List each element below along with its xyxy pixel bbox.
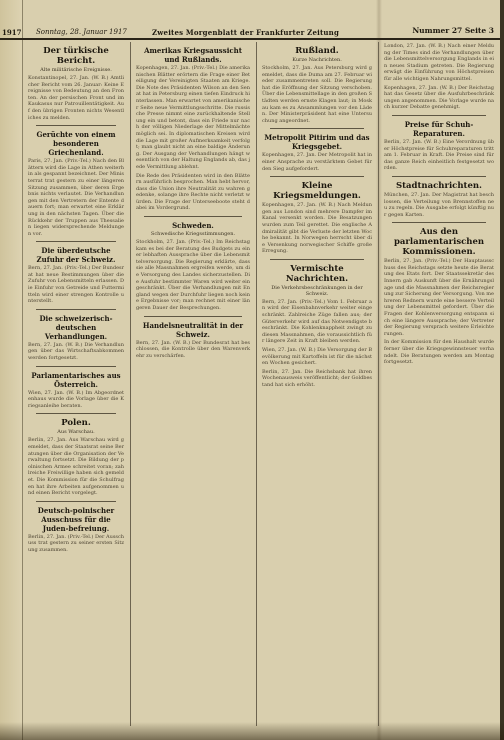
article-paragraph: Bern, 27. Jan. (Priv.-Tel.) Der Bundesrat hat neue Bestimmungen über die Zufuhr von Lebensmitteln erlassen. Die Einfuhr von Getreide und Futtermitteln wird einer strengen Kontrolle unterstellt. [28, 265, 124, 305]
article-headline: Rußland. [295, 46, 339, 56]
article-paragraph: Konstantinopel, 27. Jan. (W. B.) Amtlicher Bericht vom 26. Januar: Keine Ereignisse von Bedeutung an den Fronten. An der persischen Front und im Kaukasus nur Patrouillentätigkeit. Auf den übrigen Fronten nichts Wesentliches zu melden. [28, 75, 124, 121]
article-headline: Preise für Schuh-Reparaturen. [404, 119, 474, 138]
article-paragraph: Stockholm, 27. Jan. (Priv.-Tel.) Im Reichstag kam es bei der Beratung des Budgets zu einer lebhaften Aussprache über die Lebensmittelversorgung. Die Regierung erklärte, dass sie alle Massnahmen ergreifen werde, um die Versorgung des Landes sicherzustellen. Die Ausfuhr bestimmter Waren wird weiter eingeschränkt. Über die Verhandlungen mit England wegen der Durchfuhr liegen noch keine Ergebnisse vor; man rechnet mit einer längeren Dauer der Besprechungen. [136, 239, 250, 311]
article-paragraph: In der Kommission für den Haushalt wurde ferner über die Kriegsgewinnsteuer verhandelt. Die Beratungen werden am Montag fortgesetzt. [384, 339, 494, 366]
masthead [0, 22, 500, 40]
article-paragraph: München, 27. Jan. Der Magistrat hat beschlossen, die Verteilung von Brennstoffen neu zu regeln. Die Ausgabe erfolgt künftig nur gegen Karten. [384, 191, 495, 218]
article-headline: Handelsneutralität in der Schweiz. [142, 320, 244, 339]
article-headline: Vermischte Nachrichten. [285, 263, 349, 284]
article-headline: Deutsch-polnischer Ausschuss für die Juden-befreiung. [37, 505, 115, 533]
article-subheadline: Kurze Nachrichten. [292, 57, 342, 63]
article-paragraph: Stockholm, 27. Jan. Aus Petersburg wird gemeldet, dass die Duma am 27. Februar wieder zusammentreten soll. Die Regierung hat die Eröffnung der Sitzung verschoben. Über die Lebensmittellage in den großen Städten werden ernste Klagen laut; in Moskau kam es zu Ansammlungen vor den Läden. Der Ministerpräsident hat eine Untersuchung angeordnet. [262, 65, 372, 124]
article-separator [270, 128, 364, 129]
article-separator [144, 216, 242, 217]
article-headline: Die schweizerisch-deutschen Verhandlungen. [39, 313, 113, 341]
article-subheadline: Aus Warschau. [57, 429, 95, 436]
article-separator [392, 176, 486, 177]
article-separator [270, 259, 364, 260]
article-separator [392, 115, 486, 116]
article-separator [36, 366, 116, 367]
article-paragraph: Wien, 27. Jan. (W. B.) Die Versorgung der Bevölkerung mit Kartoffeln ist für die nächsten Wochen gesichert. [262, 347, 372, 367]
article-paragraph: Bern, 27. Jan. (Priv.-Tel.) Vom 1. Februar an wird der Eisenbahnverkehr weiter eingeschränkt. Zahlreiche Züge fallen aus; der Güterverkehr wird auf das Notwendigste beschränkt. Die Kohlenknappheit zwingt zu diesen Massnahmen, die voraussichtlich für längere Zeit in Kraft bleiben werden. [262, 298, 372, 345]
binding-edge [500, 0, 504, 740]
article-separator [36, 309, 116, 310]
article-subheadline: Schwedische Kriegsstimmungen. [150, 231, 236, 238]
article-subheadline: Alte militärische Ereignisse. [40, 67, 112, 73]
article-headline: Aus den parlamentarischen Kommissionen. [393, 227, 485, 258]
article-paragraph: Kopenhagen, 27. Jan. (W. B.) Nach Meldungen aus London sind mehrere Dampfer im Kanal versenkt worden. Die Besatzungen wurden zum Teil gerettet. Die englische Admiralität gibt die Verluste der letzten Woche bekannt. In Norwegen herrscht über die Versenkung norwegischer Schiffe große Erregung. [262, 202, 372, 255]
article-headline: Kleine Kriegsmeldungen. [273, 181, 361, 202]
article-paragraph: Berlin, 27. Jan. Die Reichsbank hat ihren Wochenausweis veröffentlicht; der Goldbestand hat sich erhöht. [262, 368, 372, 388]
column-divider [130, 42, 131, 726]
article-headline: Die überdeutsche Zufuhr der Schweiz. [36, 246, 116, 265]
article-headline: Polen. [61, 418, 91, 429]
article-headline: Parlamentarisches aus Österreich. [31, 370, 121, 389]
masthead-title: Zweites Morgenblatt der Frankfurter Zeitung [152, 28, 340, 37]
column-1 [26, 42, 126, 726]
article-paragraph: Wien, 27. Jan. (W. B.) Im Abgeordnetenhaus wurde die Vorlage über die Kriegsanleihe beraten. [28, 389, 124, 409]
article-headline: Der türkische Bericht. [43, 46, 109, 66]
page-bottom-shadow [0, 722, 504, 740]
article-paragraph: Kopenhagen, 27. Jan. Der Metropolit hat in einer Ansprache zu verstärktem Gebet für den Sieg aufgefordert. [262, 152, 372, 172]
article-headline: Gerüchte von einem besonderen Griechenland. [36, 130, 116, 158]
article-headline: Schweden. [172, 221, 214, 231]
article-headline: Stadtnachrichten. [395, 180, 483, 191]
article-separator [270, 176, 364, 177]
article-paragraph: Bern, 27. Jan. (W. B.) Der Bundesrat hat beschlossen, die Kontrolle über den Warenverkehr zu verschärfen. [136, 339, 250, 359]
article-headline: Metropolit Pitirim und das Kriegsgebet. [264, 133, 370, 152]
article-separator [392, 222, 486, 223]
article-paragraph: Berlin, 27. Jan. (Priv.-Tel.) Der Ausschuss trat gestern zu seiner ersten Sitzung zusammen. [28, 533, 124, 553]
column-divider [378, 42, 379, 726]
article-paragraph: Kopenhagen, 27. Jan. (W. B.) Der Reichstag hat das Gesetz über die Ausfuhrbeschränkungen angenommen. Die Vorlage wurde nach kurzer Debatte genehmigt. [384, 84, 494, 111]
article-paragraph: Paris, 27. Jan. (Priv.-Tel.) Nach den Blättern wird die Lage in Athen weiterhin als gespannt bezeichnet. Der Ministerrat trat gestern zu einer längeren Sitzung zusammen, über deren Ergebnis nichts verlautet. Die Verhandlungen mit den Vertretern der Entente dauern fort; man erwartet eine Erklärung in den nächsten Tagen. Über die Rückkehr der Truppen aus Thessalien liegen widersprechende Meldungen vor. [28, 158, 124, 237]
article-separator [144, 316, 242, 317]
masthead-year: 1917 [2, 28, 22, 37]
masthead-date: Sonntag, 28. Januar 1917 [36, 28, 127, 36]
article-paragraph: London, 27. Jan. (W. B.) Nach einer Meldung der Times sind die Verhandlungen über die Lebensmittelversorgung Englands in ein neues Stadium getreten. Die Regierung erwägt die Einführung von Höchstpreisen für alle wichtigen Nahrungsmittel. [384, 43, 494, 82]
article-paragraph: Berlin, 27. Jan. (Priv.-Tel.) Der Hauptausschuss des Reichstags setzte heute die Beratung des Etats fort. Der Staatssekretär des Innern gab Auskunft über die Ernährungslage und die Massnahmen der Reichsregierung zur Sicherung der Versorgung. Von mehreren Rednern wurde eine bessere Verteilung der Lebensmittel gefordert. Über die Fragen der Kohlenversorgung entspann sich eine längere Aussprache; der Vertreter der Regierung versprach weitere Erleichterungen. [384, 258, 494, 337]
article-paragraph: Berlin, 27. Jan. Aus Warschau wird gemeldet, dass der Staatsrat seine Beratungen über die Organisation der Verwaltung fortsetzt. Die Bildung der polnischen Armee schreitet voran; zahlreiche Freiwillige haben sich gemeldet. Die Kommission für die Schulfragen hat ihre Arbeiten aufgenommen und einen Bericht vorgelegt. [28, 437, 124, 497]
article-separator [36, 125, 116, 126]
previous-page-edge [0, 0, 23, 740]
column-2 [134, 42, 252, 726]
article-subheadline: Die Verkehrsbeschränkungen in der Schweiz. [271, 284, 363, 297]
article-separator [36, 413, 116, 414]
article-headline: Amerikas Kriegsaussicht und Rußlands. [144, 46, 242, 64]
column-divider [256, 42, 257, 726]
article-separator [36, 241, 116, 242]
masthead-page-number: Nummer 27 Seite 3 [412, 26, 494, 35]
article-paragraph: Bern, 27. Jan. (W. B.) Die Verhandlungen über das Wirtschaftsabkommen werden fortgesetzt. [28, 341, 124, 362]
article-paragraph: Berlin, 27. Jan. (W. B.) Eine Verordnung über Höchstpreise für Schuhreparaturen tritt am 1. Februar in Kraft. Die Preise sind für das ganze Reich einheitlich festgesetzt worden. [384, 138, 494, 172]
article-separator [36, 501, 116, 502]
column-3 [260, 42, 374, 726]
article-paragraph: Kopenhagen, 27. Jan. (Priv.-Tel.) Die amerikanischen Blätter erörtern die Frage einer Beteiligung der Vereinigten Staaten am Kriege. Die Note des Präsidenten Wilson an den Senat hat in Petersburg einen tiefen Eindruck hinterlassen. Man erwartet von amerikanischer Seite neue Vermittlungsschritte. Die russische Presse nimmt eine zurückhaltende Stellung ein und betont, dass ein Friede nur nach der völligen Niederlage der Mittelmächte möglich sei. In diplomatischen Kreisen wird die Lage mit großer Aufmerksamkeit verfolgt; man glaubt nicht an eine baldige Änderung. Der Ausgang der Verhandlungen hängt wesentlich von der Haltung Englands ab, das jede Vermittlung ablehnt. [136, 65, 250, 170]
column-4 [382, 42, 496, 726]
article-paragraph: Die Rede des Präsidenten wird in den Blättern ausführlich besprochen. Man hebt hervor, dass die Union ihre Neutralität zu wahren gedenke, solange ihre Rechte nicht verletzt würden. Die Frage der Unterseeboote steht dabei im Vordergrund. [136, 172, 250, 212]
